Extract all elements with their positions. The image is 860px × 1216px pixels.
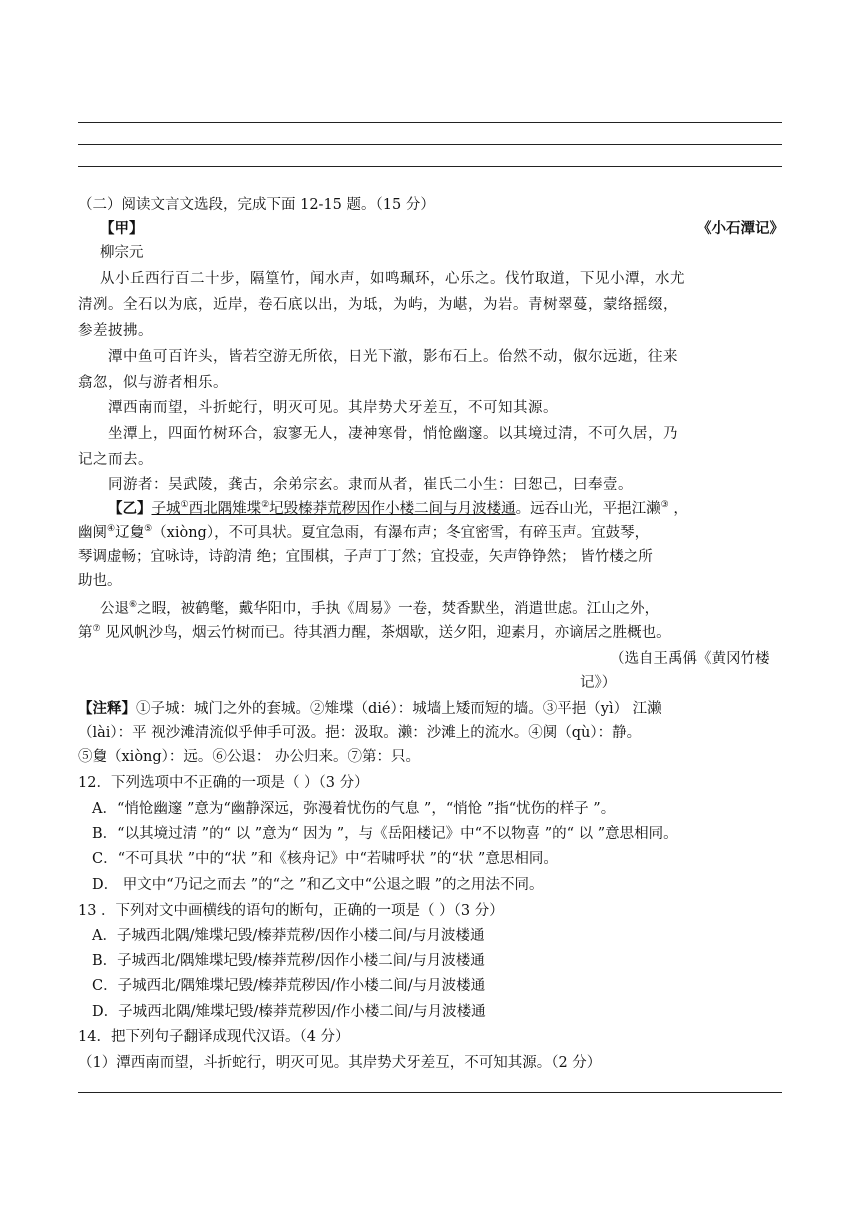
answer-line-1 [78,122,782,123]
jia-p3: 潭西南而望，斗折蛇行，明灭可见。其岸势犬牙差互，不可知其源。 [108,400,558,416]
note-ref-3: ③ [660,500,669,511]
q12-option-c: C．“不可具状 ”中的“状 ”和《核舟记》中“若啸呼状 ”的“状 ”意思相同。 [92,851,558,867]
yi-text-zhidie: 西北隅雉堞 [188,501,262,517]
note-ref-7: ⑦ [92,624,101,635]
q12-stem: 12．下列选项中不正确的一项是（ ）（3 分） [78,775,369,791]
yi-line-6 [78,622,784,644]
q12-option-b: B．“以其境过清 ”的“ 以 ”意为“ 因为 ”，与《岳阳楼记》中“不以物喜 ”的“ 以 ”意思相同。 [92,826,678,842]
yi-underlined-sentence [152,501,516,517]
yi-text-zicheng: 子城 [151,501,181,517]
yi-line-5 [78,598,806,620]
q13-stem: 13 ．下列对文中画横线的语句的断句，正确的一项是（ ）（3 分） [78,903,504,919]
jia-p4-l2: 记之而去。 [78,452,153,468]
answer-line-2 [78,144,782,145]
note-ref-4: ④ [107,524,116,535]
q13-option-a: A．子城西北隅/雉堞圮毁/榛莽荒秽/因作小楼二间/与月波楼通 [92,928,485,944]
note-ref-6: ⑥ [129,600,138,611]
yi-line-1 [78,498,814,520]
notes-text-1: ①子城：城门之外的套城。②雉堞（dié）：城墙上矮而短的墙。③平挹（yì） 江濑 [136,701,662,717]
jia-author: 柳宗元 [100,245,144,261]
notes-label: 【注释】 [78,700,136,717]
yi-source-1: （选自王禹偁《黄冈竹楼 [610,651,770,667]
note-ref-1: ① [180,500,189,511]
yi-text-l6-rest: 见风帆沙鸟，烟云竹树而已。待其酒力醒，茶烟歇，送夕阳，迎素月，亦谪居之胜概也。 [100,625,671,641]
jia-header [78,218,784,240]
jia-p2-l2: 翕忽，似与游者相乐。 [78,375,228,391]
note-ref-2: ② [261,500,270,511]
yi-text-comma: ， [668,501,688,517]
answer-line-3 [78,166,782,167]
jia-p2-l1: 潭中鱼可百许头，皆若空游无所依，日光下澈，影布石上。佁然不动，俶尔远逝，往来 [108,349,678,365]
yi-text-di: 第 [78,625,93,641]
notes-line-2: （lài）：平 视沙滩清流似乎伸手可汲。挹：汲取。濑：沙滩上的流水。④阒（qù）：静。 [78,725,642,741]
yi-text-yuantun: 。远吞山光，平挹江濑 [515,501,661,517]
q13-option-b: B．子城西北/隅雉堞圮毁/榛莽荒秽/因作小楼二间/与月波楼通 [92,953,485,969]
q12-option-d: D． 甲文中“乃记之而去 ”的“之 ”和乙文中“公退之暇 ”的之用法不同。 [92,877,544,893]
jia-p1-l1: 从小丘西行百二十步，隔篁竹，闻水声，如鸣珮环，心乐之。伐竹取道，下见小潭，水尤 [100,271,685,287]
jia-p5: 同游者：吴武陵，龚古，余弟宗玄。隶而从者，崔氏二小生：曰恕己，曰奉壹。 [108,477,633,493]
yi-line-2 [78,522,784,544]
q14-sub1: （1）潭西南而望，斗折蛇行，明灭可见。其岸势犬牙差互，不可知其源。（2 分） [78,1055,602,1071]
yi-text-l5-rest: 之暇，被鹤氅，戴华阳巾，手执《周易》一卷，焚香默坐，消遣世虑。江山之外， [137,601,660,617]
yi-line-4: 助也。 [78,573,122,589]
yi-line-3: 琴调虚畅；宜咏诗，诗韵清 绝；宜围棋，子声丁丁然；宜投壶，矢声铮铮然； 皆竹楼之所 [78,549,653,565]
q13-option-c: C．子城西北/隅雉堞圮毁/榛莽荒秽因/作小楼二间/与月波楼通 [92,978,486,994]
jia-p1-l2: 清冽。全石以为底，近岸，卷石底以出，为坻，为屿，为嵁，为岩。青树翠蔓，蒙络摇缀， [78,297,678,313]
yi-text-l2-rest: （xiòng），不可具状。夏宜急雨，有瀑布声；冬宜密雪，有碎玉声。宜鼓琴， [152,525,650,541]
answer-line-4[interactable] [78,1092,782,1093]
yi-marker: 【乙】 [108,500,152,517]
jia-title: 《小石潭记》 [697,220,784,237]
q14-stem: 14．把下列句子翻译成现代汉语。（4 分） [78,1029,350,1045]
yi-source-2: 记》） [580,675,617,691]
section-title: （二）阅读文言文选段，完成下面 12-15 题。（15 分） [78,197,435,213]
jia-p1-l3: 参差披拂。 [78,323,153,339]
yi-text-youqu: 幽阒 [78,525,107,541]
jia-marker: 【甲】 [100,220,144,237]
yi-text-rest: 圮毁榛莽荒秽因作小楼二间与月波楼通 [269,501,516,517]
notes-line-1 [78,698,784,720]
yi-text-liaoxiong: 辽敻 [115,525,145,541]
q13-option-d: D．子城西北隅/雉堞圮毁/榛莽荒秽因/作小楼二间/与月波楼通 [92,1004,486,1020]
note-ref-5: ⑤ [144,524,153,535]
yi-text-gongtui: 公退 [100,601,129,617]
q12-option-a: A．“悄怆幽邃 ”意为“幽静深远，弥漫着忧伤的气息 ”，“悄怆 ”指“忧伤的样子 ”。 [92,801,616,817]
jia-p4-l1: 坐潭上，四面竹树环合，寂寥无人，凄神寒骨，悄怆幽邃。以其境过清，不可久居，乃 [108,426,678,442]
notes-line-3: ⑤敻（xiòng）：远。⑥公退： 办公归来。⑦第：只。 [78,749,421,765]
